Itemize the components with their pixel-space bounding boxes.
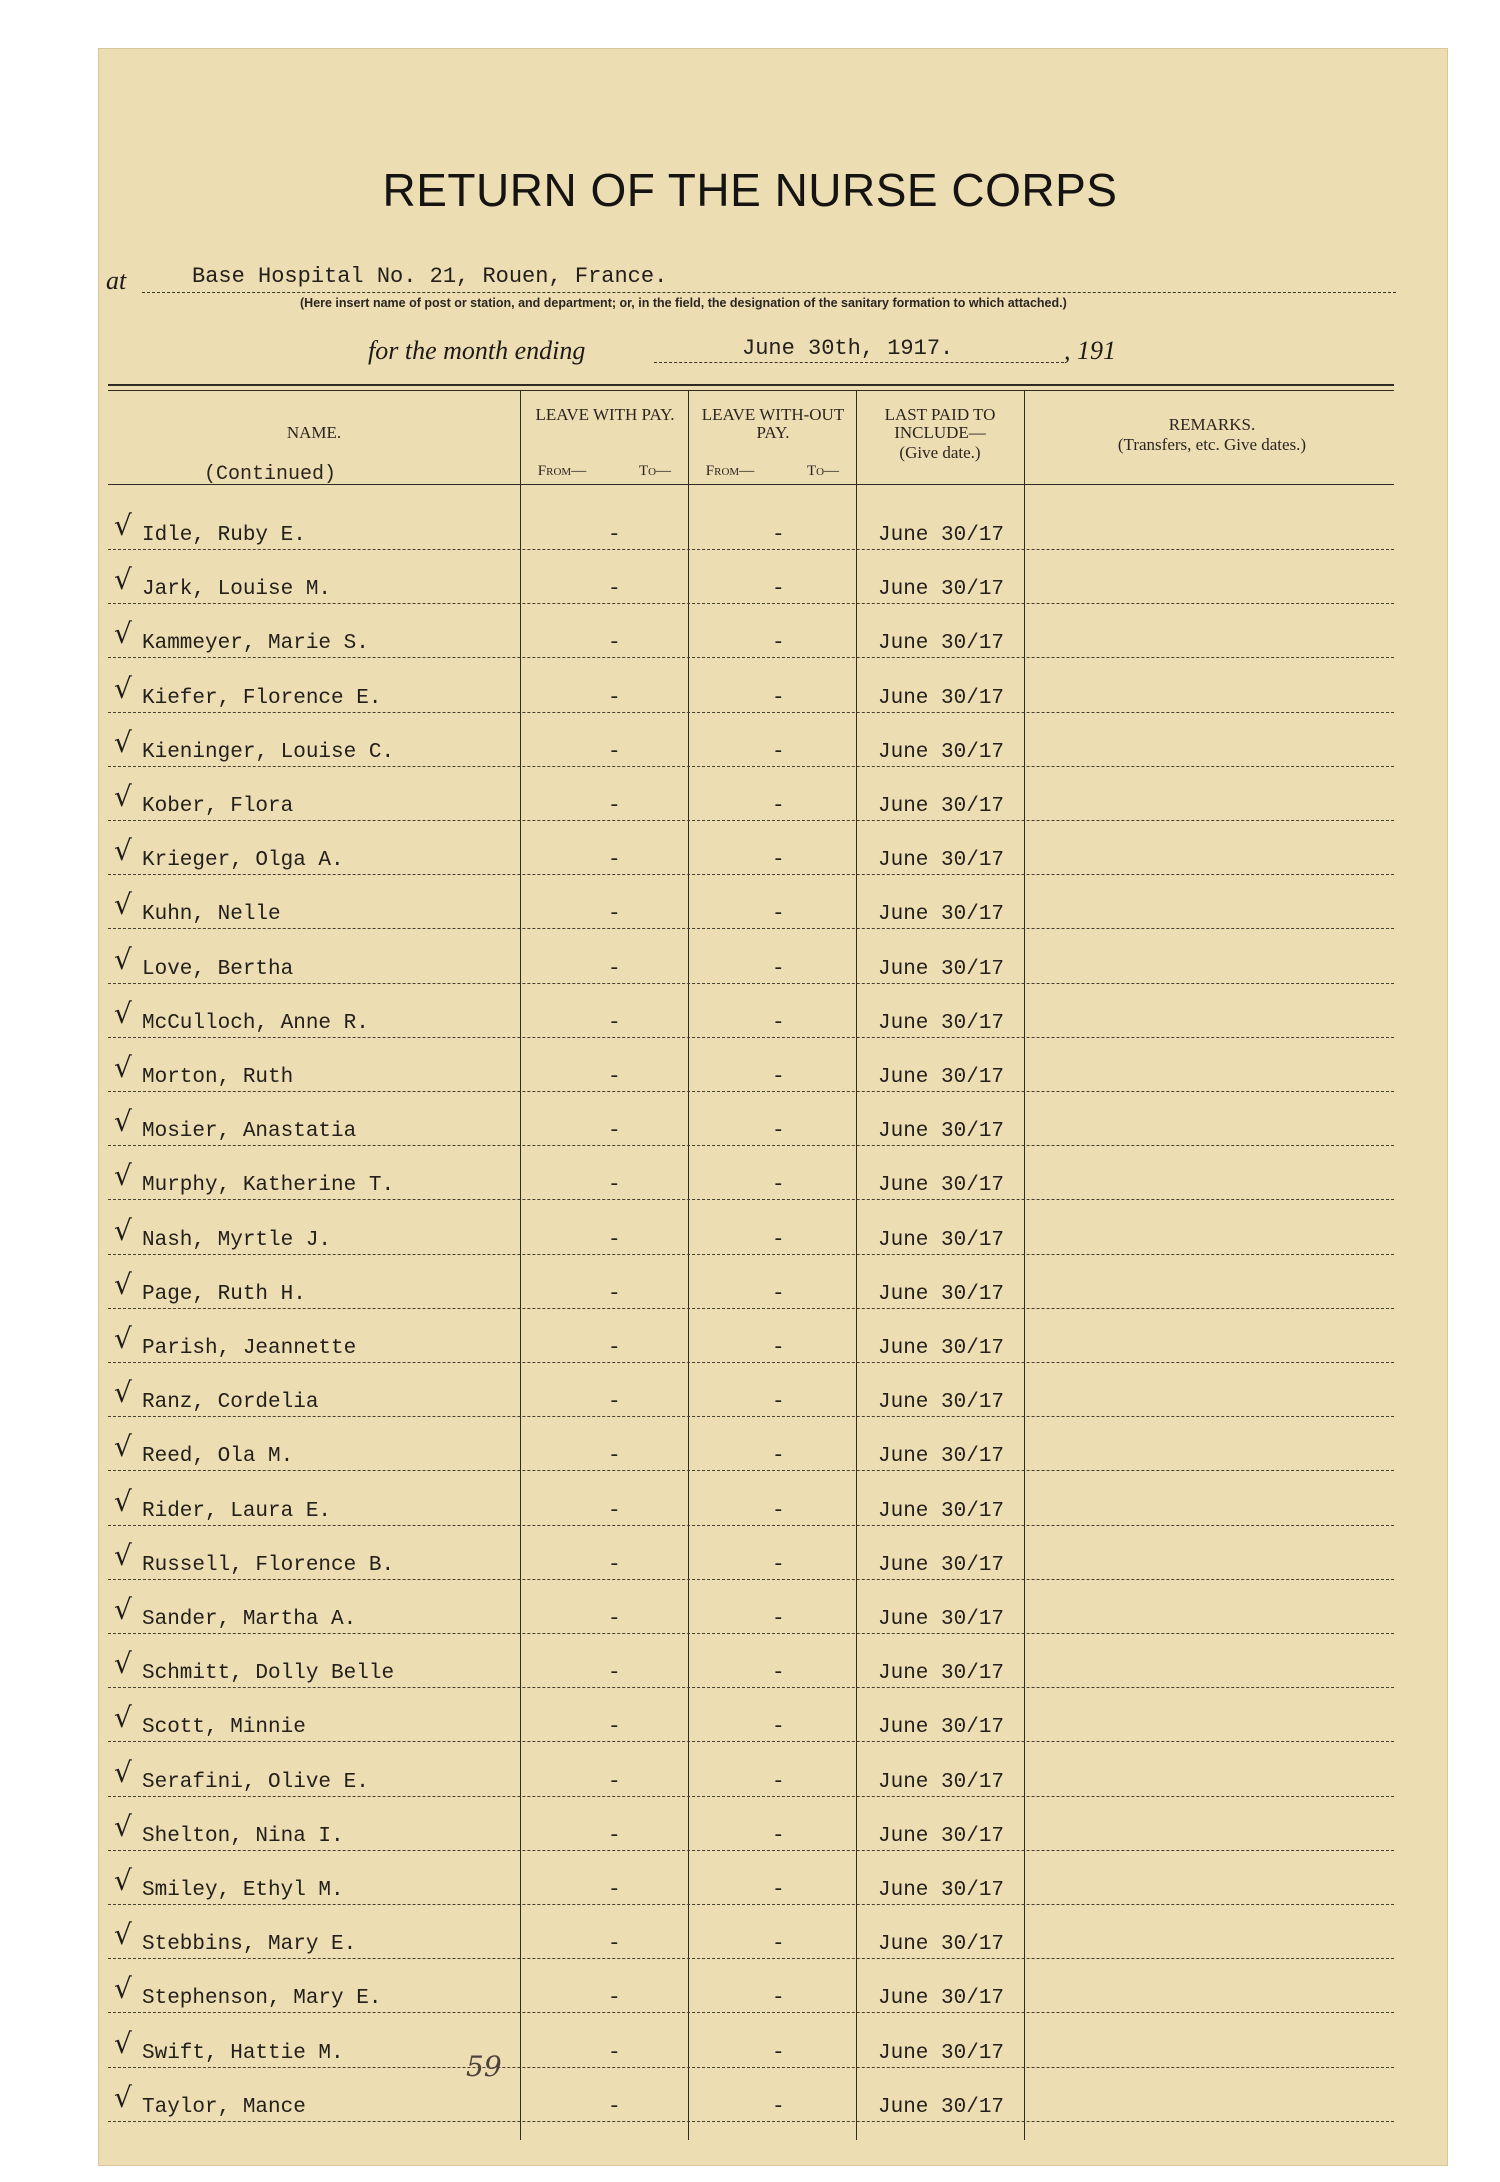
table-row	[108, 1580, 1394, 1634]
leave-without-pay-value: -	[772, 903, 785, 927]
leave-without-pay-value: -	[772, 957, 785, 981]
leave-without-pay-value: -	[772, 1662, 785, 1686]
last-paid-value: June 30/17	[878, 1228, 1005, 1252]
last-paid-value: June 30/17	[878, 1011, 1005, 1035]
leave-without-pay-value: -	[772, 1228, 785, 1252]
leave-without-pay-value: -	[772, 1282, 785, 1306]
check-mark: √	[114, 1972, 132, 2006]
table-row	[108, 1905, 1394, 1959]
leave-with-pay-value: -	[608, 1879, 621, 1902]
header-from: From—	[537, 463, 587, 479]
leave-without-pay-value: -	[772, 1011, 785, 1035]
nurse-name: Russell, Florence B.	[142, 1553, 395, 1577]
header-last-paid: LAST PAID TO INCLUDE—	[884, 405, 996, 442]
nurse-name: Murphy, Katherine T.	[142, 1174, 395, 1198]
nurse-name: Stebbins, Mary E.	[142, 1933, 357, 1957]
last-paid-value: June 30/17	[878, 1174, 1005, 1198]
table-top-rule	[108, 384, 1394, 386]
check-mark: √	[114, 1105, 132, 1139]
table-top-rule-2	[108, 390, 1394, 391]
table-row	[108, 1309, 1394, 1363]
leave-without-pay-value: -	[772, 1987, 785, 2011]
leave-without-pay-value: -	[772, 795, 785, 818]
leave-without-pay-value: -	[772, 1553, 785, 1577]
month-label: for the month ending	[368, 336, 586, 365]
check-mark: √	[114, 509, 132, 542]
station-instructions: (Here insert name of post or station, and department; or, in the field, the designation of the sanitary formation to which attached.)	[300, 296, 1067, 310]
header-leave-with-pay: LEAVE WITH PAY.	[535, 405, 675, 424]
check-mark: √	[114, 942, 132, 976]
leave-without-pay-value: -	[772, 632, 785, 656]
nurse-name: Mosier, Anastatia	[142, 1120, 357, 1144]
table-row	[108, 1092, 1394, 1146]
leave-without-pay-value: -	[772, 2095, 785, 2119]
station-value: Base Hospital No. 21, Rouen, France.	[192, 264, 668, 289]
header-remarks-note: (Transfers, etc. Give dates.)	[1117, 435, 1307, 454]
last-paid-value: June 30/17	[878, 903, 1005, 927]
header-from: From—	[705, 463, 755, 479]
table-row	[108, 1851, 1394, 1905]
check-mark: √	[114, 1701, 132, 1735]
nurse-name: Serafini, Olive E.	[142, 1770, 369, 1794]
leave-with-pay-value: -	[608, 1066, 621, 1089]
check-mark: √	[114, 1918, 132, 1952]
last-paid-value: June 30/17	[878, 1282, 1005, 1306]
last-paid-value: June 30/17	[878, 740, 1005, 764]
check-mark: √	[114, 1376, 132, 1410]
table-row	[108, 930, 1394, 984]
check-mark: √	[114, 1484, 132, 1518]
form-title: RETURN OF THE NURSE CORPS	[382, 164, 1118, 216]
leave-without-pay-value: -	[772, 1066, 785, 1089]
last-paid-value: June 30/17	[878, 2095, 1005, 2119]
table-row	[108, 1255, 1394, 1309]
year-suffix: , 191	[1064, 336, 1116, 365]
check-mark: √	[114, 780, 132, 813]
leave-without-pay-value: -	[772, 1824, 785, 1848]
nurse-name: Smiley, Ethyl M.	[142, 1879, 344, 1902]
leave-with-pay-value: -	[608, 903, 621, 927]
last-paid-value: June 30/17	[878, 1391, 1005, 1415]
leave-with-pay-value: -	[608, 1608, 621, 1631]
nurse-name: Sander, Martha A.	[142, 1608, 357, 1631]
table-row	[108, 1201, 1394, 1255]
table-row	[108, 1526, 1394, 1580]
last-paid-value: June 30/17	[878, 1553, 1005, 1577]
leave-with-pay-value: -	[608, 1770, 621, 1794]
header-continued: (Continued)	[204, 463, 337, 486]
table-row	[108, 1038, 1394, 1092]
table-row	[108, 604, 1394, 658]
leave-without-pay-value: -	[772, 2041, 785, 2065]
leave-with-pay-value: -	[608, 578, 621, 602]
leave-with-pay-value: -	[608, 795, 621, 818]
leave-with-pay-value: -	[608, 1011, 621, 1035]
nurse-name: Ranz, Cordelia	[142, 1391, 319, 1415]
leave-with-pay-value: -	[608, 1499, 621, 1523]
nurse-name: Kiefer, Florence E.	[142, 686, 382, 710]
nurse-name: Swift, Hattie M.	[142, 2041, 344, 2065]
last-paid-value: June 30/17	[878, 1120, 1005, 1144]
nurse-name: Page, Ruth H.	[142, 1282, 306, 1306]
last-paid-value: June 30/17	[878, 1933, 1005, 1957]
leave-with-pay-value: -	[608, 1824, 621, 1848]
table-row	[108, 1634, 1394, 1688]
nurse-name: Nash, Myrtle J.	[142, 1228, 332, 1252]
check-mark: √	[114, 834, 132, 868]
leave-without-pay-value: -	[772, 1120, 785, 1144]
last-paid-value: June 30/17	[878, 1770, 1005, 1794]
header-remarks: REMARKS.	[1168, 415, 1256, 434]
last-paid-value: June 30/17	[878, 2041, 1005, 2065]
table-row	[108, 1363, 1394, 1417]
nurse-name: Shelton, Nina I.	[142, 1824, 344, 1848]
check-mark: √	[114, 1322, 132, 1355]
last-paid-value: June 30/17	[878, 1608, 1005, 1631]
row-dotted-line	[108, 2121, 1394, 2122]
last-paid-value: June 30/17	[878, 632, 1005, 656]
header-to: To—	[806, 463, 840, 479]
table-row	[108, 1688, 1394, 1742]
table-row	[108, 875, 1394, 929]
leave-without-pay-value: -	[772, 1445, 785, 1469]
leave-with-pay-value: -	[608, 849, 621, 873]
check-mark: √	[114, 1430, 132, 1464]
leave-with-pay-value: -	[608, 1120, 621, 1144]
table-row	[108, 2068, 1394, 2122]
last-paid-value: June 30/17	[878, 1066, 1005, 1089]
leave-with-pay-value: -	[608, 1716, 621, 1740]
check-mark: √	[114, 1647, 132, 1681]
leave-without-pay-value: -	[772, 578, 785, 602]
leave-with-pay-value: -	[608, 1445, 621, 1469]
check-mark: √	[114, 563, 132, 597]
table-row	[108, 1743, 1394, 1797]
leave-without-pay-value: -	[772, 1770, 785, 1794]
nurse-name: Krieger, Olga A.	[142, 849, 344, 873]
last-paid-value: June 30/17	[878, 686, 1005, 710]
header-to: To—	[638, 463, 672, 479]
leave-without-pay-value: -	[772, 686, 785, 710]
table-row	[108, 1797, 1394, 1851]
leave-with-pay-value: -	[608, 1553, 621, 1577]
check-mark: √	[114, 2080, 132, 2114]
last-paid-value: June 30/17	[878, 1987, 1005, 2011]
check-mark: √	[114, 996, 132, 1030]
last-paid-value: June 30/17	[878, 578, 1005, 602]
leave-without-pay-value: -	[772, 524, 785, 547]
check-mark: √	[114, 888, 132, 922]
table-row	[108, 1959, 1394, 2013]
nurse-name: Rider, Laura E.	[142, 1499, 332, 1523]
last-paid-value: June 30/17	[878, 1824, 1005, 1848]
margin-note: 59	[466, 2050, 502, 2083]
table-row	[108, 713, 1394, 767]
nurse-name: Kieninger, Louise C.	[142, 740, 395, 764]
table-row	[108, 496, 1394, 550]
leave-without-pay-value: -	[772, 1933, 785, 1957]
table-row	[108, 550, 1394, 604]
header-name: NAME.	[286, 423, 342, 442]
nurse-name: Kuhn, Nelle	[142, 903, 281, 927]
at-label: at	[106, 266, 127, 295]
leave-with-pay-value: -	[608, 1933, 621, 1957]
leave-with-pay-value: -	[608, 2095, 621, 2119]
leave-with-pay-value: -	[608, 1174, 621, 1198]
table-row	[108, 1417, 1394, 1471]
leave-with-pay-value: -	[608, 2041, 621, 2065]
last-paid-value: June 30/17	[878, 1716, 1005, 1740]
table-row	[108, 984, 1394, 1038]
leave-with-pay-value: -	[608, 632, 621, 656]
header-give-date: (Give date.)	[899, 443, 981, 462]
last-paid-value: June 30/17	[878, 524, 1005, 547]
leave-with-pay-value: -	[608, 1337, 621, 1360]
leave-without-pay-value: -	[772, 1499, 785, 1523]
last-paid-value: June 30/17	[878, 1445, 1005, 1469]
check-mark: √	[114, 1538, 132, 1572]
leave-with-pay-value: -	[608, 1228, 621, 1252]
nurse-name: Schmitt, Dolly Belle	[142, 1662, 395, 1686]
leave-with-pay-value: -	[608, 1391, 621, 1415]
check-mark: √	[114, 617, 132, 651]
last-paid-value: June 30/17	[878, 795, 1005, 818]
nurse-name: McCulloch, Anne R.	[142, 1011, 369, 1035]
nurse-name: Love, Bertha	[142, 957, 294, 981]
month-value: June 30th, 1917.	[742, 336, 954, 361]
table-row	[108, 2014, 1394, 2068]
leave-without-pay-value: -	[772, 1608, 785, 1631]
table-row	[108, 767, 1394, 821]
nurse-name: Kammeyer, Marie S.	[142, 632, 369, 656]
table-row	[108, 1146, 1394, 1200]
last-paid-value: June 30/17	[878, 1879, 1005, 1902]
station-dotted-line	[142, 292, 1396, 293]
check-mark: √	[114, 1593, 132, 1626]
check-mark: √	[114, 671, 132, 705]
leave-with-pay-value: -	[608, 686, 621, 710]
check-mark: √	[114, 725, 132, 759]
check-mark: √	[114, 1809, 132, 1843]
last-paid-value: June 30/17	[878, 849, 1005, 873]
month-dotted-line	[654, 362, 1064, 363]
table-row	[108, 659, 1394, 713]
nurse-name: Taylor, Mance	[142, 2095, 306, 2119]
nurse-name: Scott, Minnie	[142, 1716, 306, 1740]
nurse-name: Kober, Flora	[142, 795, 294, 818]
nurse-name: Stephenson, Mary E.	[142, 1987, 382, 2011]
leave-without-pay-value: -	[772, 740, 785, 764]
table-row	[108, 821, 1394, 875]
nurse-name: Idle, Ruby E.	[142, 524, 306, 547]
check-mark: √	[114, 1159, 132, 1193]
check-mark: √	[114, 1267, 132, 1301]
nurse-name: Parish, Jeannette	[142, 1337, 357, 1360]
check-mark: √	[114, 1051, 132, 1084]
nurse-name: Jark, Louise M.	[142, 578, 332, 602]
leave-with-pay-value: -	[608, 740, 621, 764]
leave-without-pay-value: -	[772, 1879, 785, 1902]
last-paid-value: June 30/17	[878, 1499, 1005, 1523]
last-paid-value: June 30/17	[878, 1337, 1005, 1360]
leave-without-pay-value: -	[772, 1391, 785, 1415]
leave-with-pay-value: -	[608, 524, 621, 547]
nurse-name: Reed, Ola M.	[142, 1445, 294, 1469]
table-row	[108, 1472, 1394, 1526]
last-paid-value: June 30/17	[878, 1662, 1005, 1686]
check-mark: √	[114, 1755, 132, 1789]
leave-with-pay-value: -	[608, 957, 621, 981]
leave-without-pay-value: -	[772, 849, 785, 873]
leave-with-pay-value: -	[608, 1662, 621, 1686]
check-mark: √	[114, 1213, 132, 1247]
leave-with-pay-value: -	[608, 1282, 621, 1306]
leave-without-pay-value: -	[772, 1716, 785, 1740]
header-leave-without-pay: LEAVE WITH-OUT PAY.	[701, 405, 845, 442]
check-mark: √	[114, 2026, 132, 2060]
check-mark: √	[114, 1864, 132, 1897]
last-paid-value: June 30/17	[878, 957, 1005, 981]
nurse-name: Morton, Ruth	[142, 1066, 294, 1089]
leave-with-pay-value: -	[608, 1987, 621, 2011]
leave-without-pay-value: -	[772, 1337, 785, 1360]
leave-without-pay-value: -	[772, 1174, 785, 1198]
